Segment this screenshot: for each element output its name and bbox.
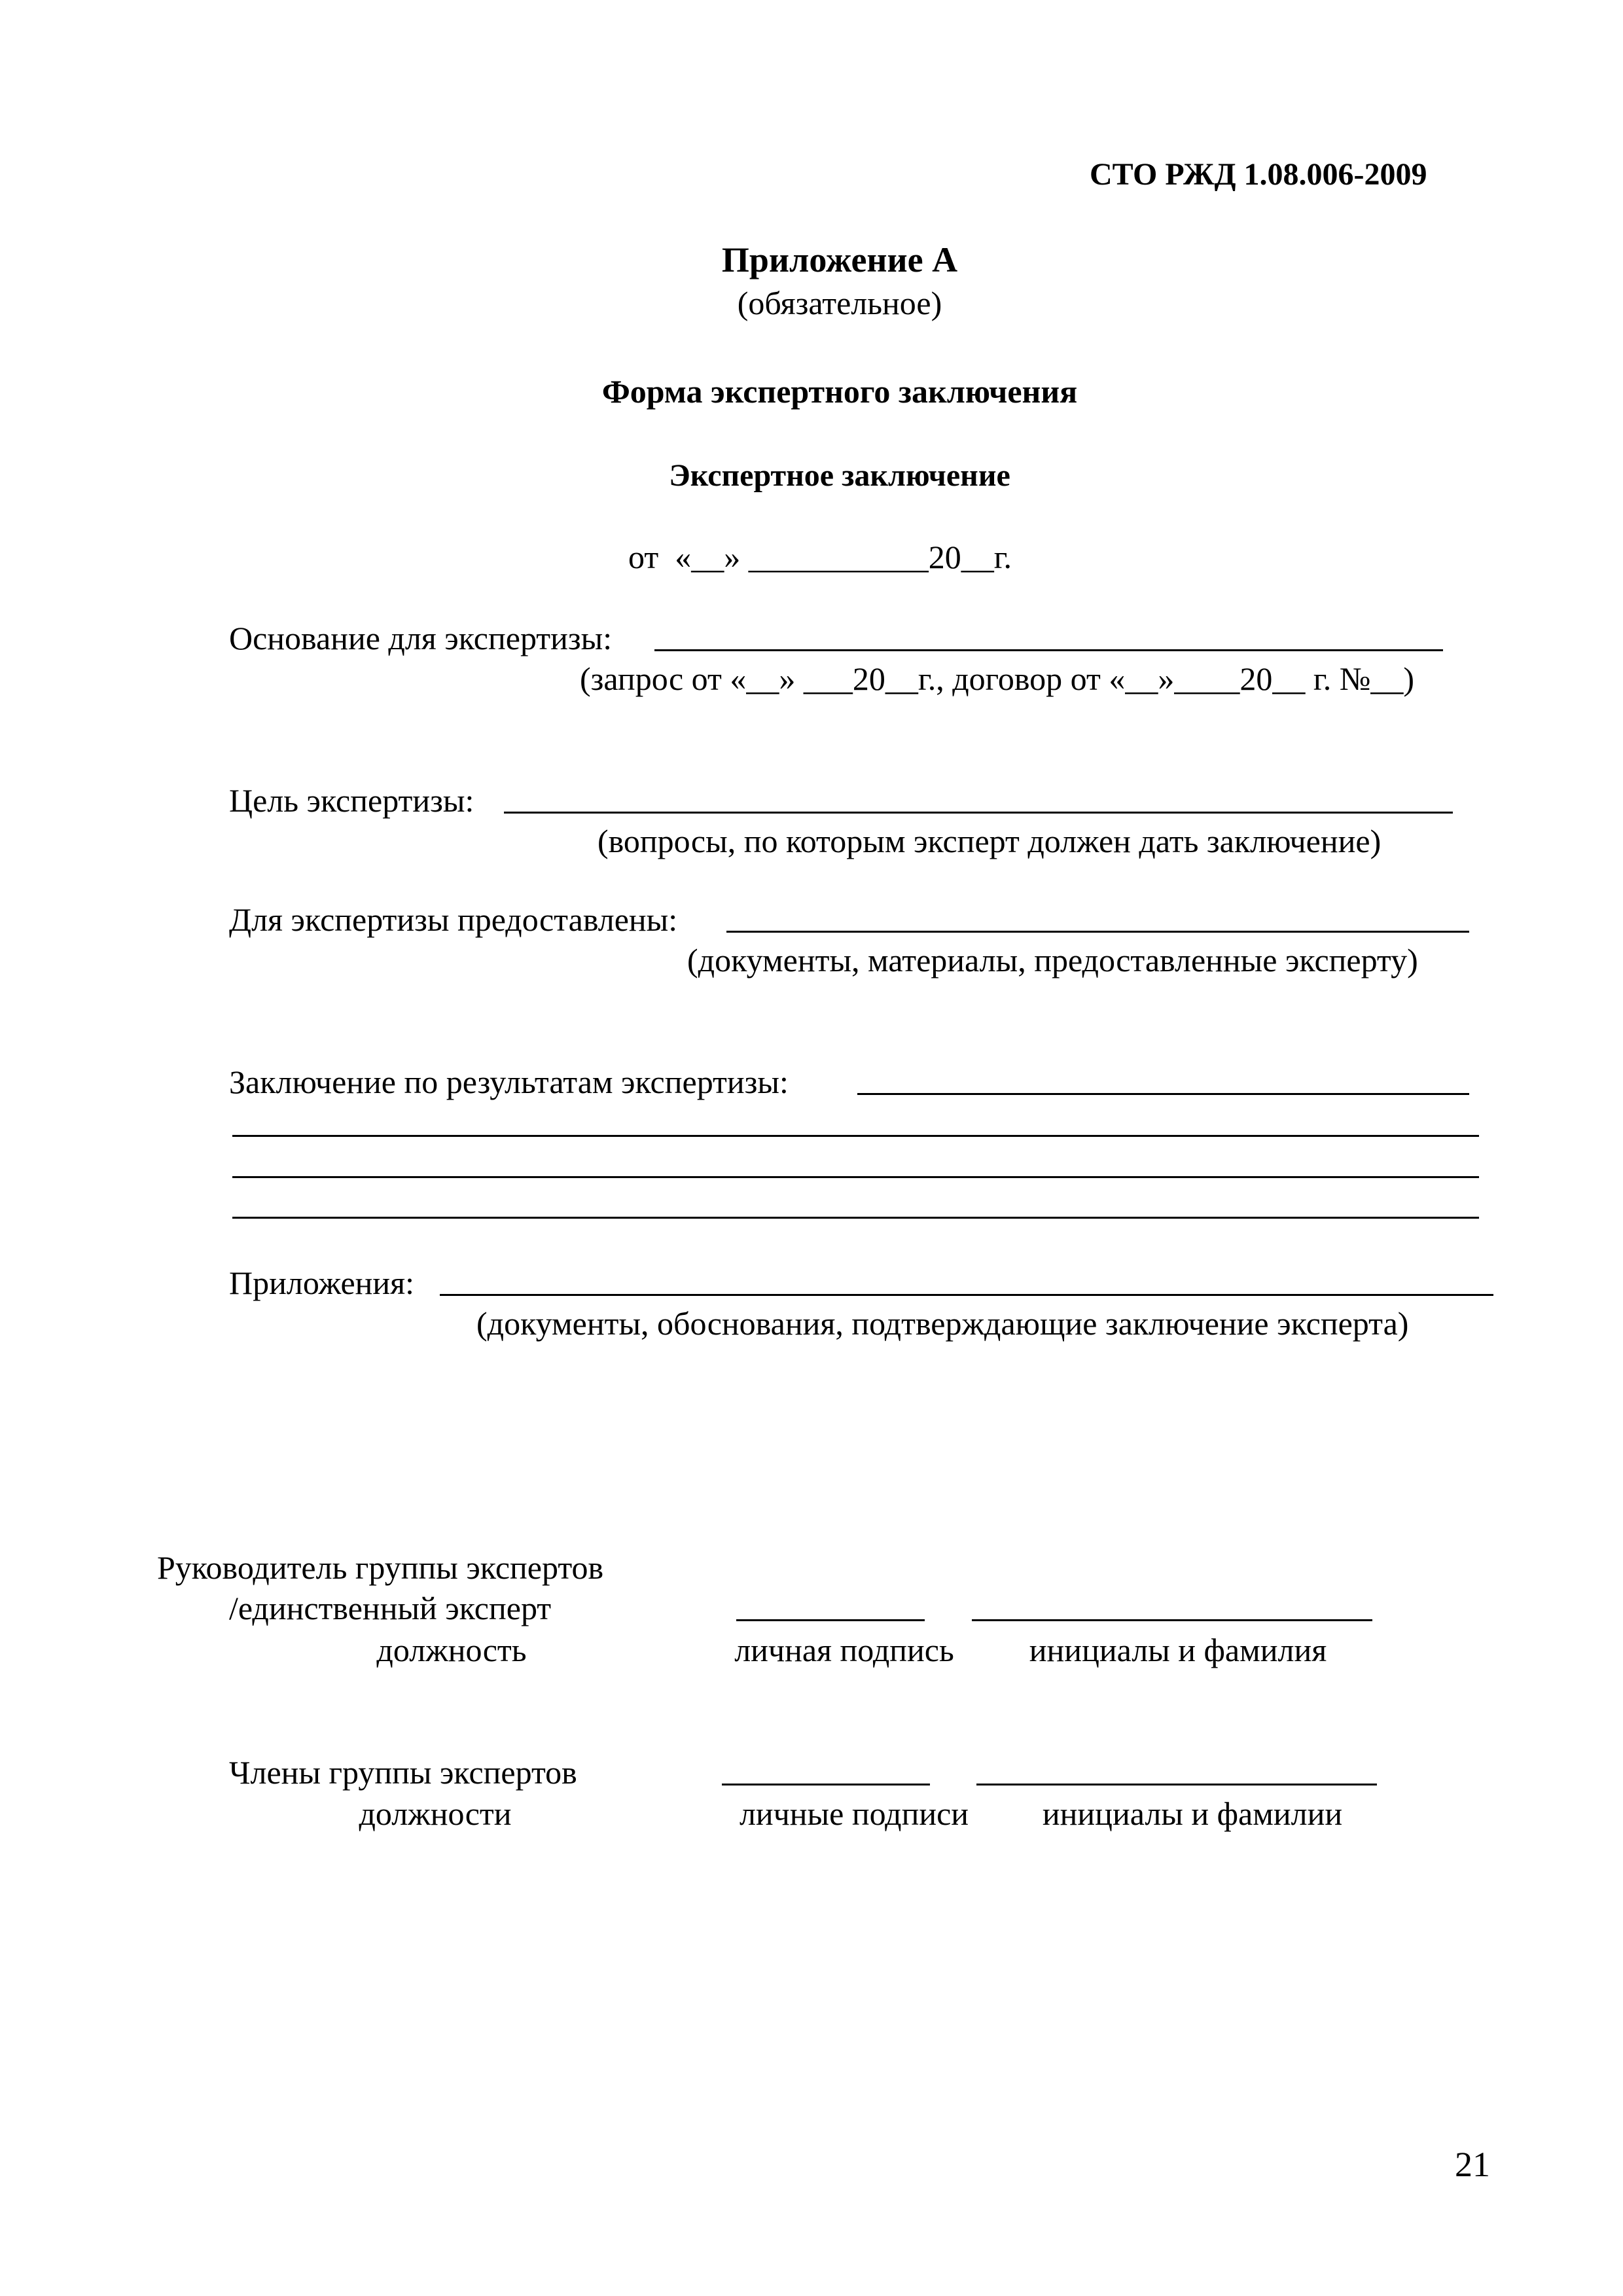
basis-input-line[interactable] [654,649,1443,651]
basis-label: Основание для экспертизы: [229,620,613,656]
conclusion-input-line-2[interactable] [232,1135,1479,1137]
conclusion-input-line-1[interactable] [857,1093,1469,1095]
leader-name-line[interactable] [972,1619,1372,1621]
date-line: от «__» ___________20__г. [628,539,1012,575]
provided-label: Для экспертизы предоставлены: [229,901,678,938]
conclusion-label: Заключение по результатам экспертизы: [229,1064,789,1100]
basis-hint: (запрос от «__» ___20__г., договор от «__»____20__ г. №__) [580,660,1415,697]
page-number: 21 [1455,2145,1490,2184]
leader-title-line1: Руководитель группы экспертов [157,1549,604,1586]
document-code: СТО РЖД 1.08.006-2009 [1090,157,1427,192]
goal-hint: (вопросы, по которым эксперт должен дать заключение) [597,823,1382,859]
provided-hint: (документы, материалы, предоставленные эксперту) [687,942,1418,978]
leader-signature-line[interactable] [736,1619,925,1621]
attachments-hint: (документы, обоснования, подтверждающие заключение эксперта) [476,1305,1409,1342]
members-name-line[interactable] [976,1784,1377,1785]
members-signature-caption: личные подписи [739,1795,969,1832]
leader-signature-caption: личная подпись [734,1632,954,1668]
leader-title-line2: /единственный эксперт [229,1590,552,1626]
members-title: Члены группы экспертов [229,1754,577,1791]
members-name-caption: инициалы и фамилии [1042,1795,1343,1832]
conclusion-input-line-4[interactable] [232,1217,1479,1219]
form-title: Форма экспертного заключения [601,373,1078,410]
provided-input-line[interactable] [726,931,1469,933]
members-signature-line[interactable] [722,1784,930,1785]
attachments-label: Приложения: [229,1265,415,1301]
members-position-caption: должности [359,1795,512,1832]
appendix-status: (обязательное) [737,285,942,321]
document-title: Экспертное заключение [669,458,1010,493]
leader-name-caption: инициалы и фамилия [1029,1632,1327,1668]
leader-position-caption: должность [376,1632,527,1668]
conclusion-input-line-3[interactable] [232,1176,1479,1178]
appendix-title: Приложение А [721,240,958,279]
goal-input-line[interactable] [504,812,1453,814]
attachments-input-line[interactable] [440,1294,1493,1296]
goal-label: Цель экспертизы: [229,782,474,819]
